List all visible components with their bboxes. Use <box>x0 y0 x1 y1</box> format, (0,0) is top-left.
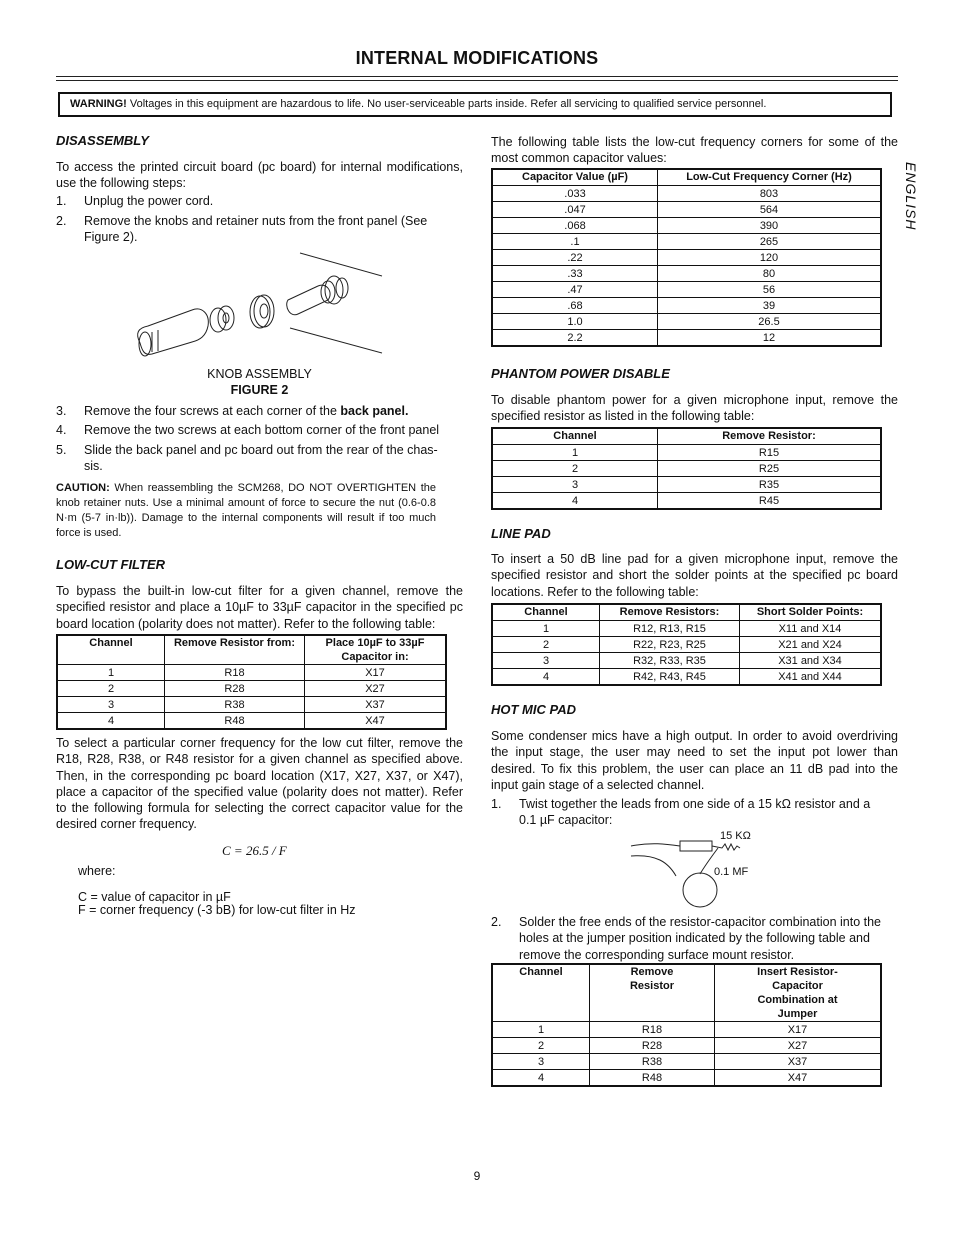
capacitor-table <box>491 168 882 347</box>
table-cell: 4 <box>492 1070 590 1087</box>
table-header-row <box>492 169 881 186</box>
step-number: 4. <box>56 423 67 437</box>
table-cell: X47 <box>305 713 447 730</box>
table-row <box>492 621 881 637</box>
table-cell: .047 <box>492 202 658 218</box>
lowcut-body: To select a particular corner frequency for the low cut filter, remove the R18, R28, R38, or R48 resistor for a given channel as specified above. Then, in the corresponding pc board location (X17, X27, X37, or X47), place a capacitor of the specified value (polarity does not matter). Refer to the following formula for selecting the correct capacitor value for the desired corner frequency. <box>56 736 463 832</box>
column-header: Remove Resistor from: <box>165 635 305 665</box>
page-number: 9 <box>473 1169 481 1183</box>
table-row <box>492 298 881 314</box>
column-header: Remove Resistor: <box>658 428 882 445</box>
table-cell: 4 <box>57 713 165 730</box>
table-row <box>492 234 881 250</box>
caution-label: CAUTION: <box>56 482 110 494</box>
formula-def-f: F = corner frequency (-3 bB) for low-cut filter in Hz <box>78 903 356 917</box>
column-header: Low-Cut Frequency Corner (Hz) <box>658 169 882 186</box>
hotmic-table <box>491 963 882 1087</box>
capacitor-formula: C = 26.5 / F <box>222 843 287 858</box>
table-cell: 1.0 <box>492 314 658 330</box>
table-cell: X37 <box>715 1054 882 1070</box>
column-header: Insert Resistor-Capacitor Combination at Jumper <box>715 964 882 1022</box>
disassembly-intro: To access the printed circuit board (pc board) for internal modifications, use the following steps: <box>56 160 463 191</box>
table-row <box>492 330 881 347</box>
warning-box <box>58 92 892 117</box>
table-row <box>492 266 881 282</box>
warning-label: WARNING! <box>70 98 127 110</box>
table-cell: X21 and X24 <box>740 637 882 653</box>
table-cell: X27 <box>305 681 447 697</box>
table-cell: X41 and X44 <box>740 669 882 686</box>
table-cell: R25 <box>658 461 882 477</box>
table-cell: 120 <box>658 250 882 266</box>
resistor-lead-twist <box>712 844 740 850</box>
table-header-row <box>492 964 881 1022</box>
linepad-table <box>491 603 882 686</box>
capacitor-lead-left <box>631 856 676 876</box>
disassembly-heading: DISASSEMBLY <box>56 133 149 148</box>
title-rule-top <box>56 76 898 77</box>
capacitor-body <box>683 873 717 907</box>
table-row <box>492 1070 881 1087</box>
title-rule-bottom <box>56 80 898 81</box>
table-cell: R38 <box>165 697 305 713</box>
step-number: 1. <box>491 797 502 811</box>
leader-line-bottom <box>290 328 382 353</box>
phantom-table <box>491 427 882 510</box>
disassembly-step <box>56 422 463 438</box>
table-cell: 3 <box>492 1054 590 1070</box>
table-cell: .033 <box>492 186 658 202</box>
table-cell: 4 <box>492 669 600 686</box>
page-title: INTERNAL MODIFICATIONS <box>355 48 599 68</box>
table-cell: .33 <box>492 266 658 282</box>
table-cell: X17 <box>715 1022 882 1038</box>
table-row <box>492 637 881 653</box>
table-row <box>492 250 881 266</box>
table-cell: X37 <box>305 697 447 713</box>
table-row <box>492 186 881 202</box>
disassembly-step <box>56 403 463 419</box>
table-cell: .068 <box>492 218 658 234</box>
step-text-bold: back panel. <box>340 404 409 418</box>
formula-where: where: <box>78 864 116 878</box>
table-cell: 1 <box>492 621 600 637</box>
caution-text: When reassembling the SCM268, DO NOT OVERTIGHTEN the knob retainer nuts. Use a minimal amount of force to secure the nut (0.6-0.8 N·m (5-7 in·lb)). Damage to the internal components will result if too much force is used. <box>56 482 436 539</box>
column-header: Remove Resistor <box>590 964 715 1022</box>
warning-text: Voltages in this equipment are hazardous to life. No user-serviceable parts inside. Refer all servicing to qualified service personnel. <box>126 98 767 110</box>
step-text: Twist together the leads from one side of a 15 kΩ resistor and a 0.1 µF capacitor: <box>519 797 871 828</box>
table-row <box>492 461 881 477</box>
table-row <box>492 1038 881 1054</box>
formula-def-c: C = value of capacitor in µF <box>78 890 231 904</box>
knob <box>138 309 209 354</box>
step-text: Remove the knobs and retainer nuts from the front panel (See Figure 2). <box>84 214 428 245</box>
column-header: Channel <box>492 964 590 1022</box>
table-cell: R35 <box>658 477 882 493</box>
table-row <box>57 697 446 713</box>
table-cell: 1 <box>492 1022 590 1038</box>
table-cell: X31 and X34 <box>740 653 882 669</box>
table-cell: 2.2 <box>492 330 658 347</box>
table-cell: .47 <box>492 282 658 298</box>
table-cell: 12 <box>658 330 882 347</box>
table-cell: R15 <box>658 445 882 461</box>
step-number: 1. <box>56 194 67 208</box>
phantom-intro: To disable phantom power for a given microphone input, remove the specified resistor as listed in the following table: <box>491 393 898 424</box>
column-header: Channel <box>492 604 600 621</box>
table-row <box>492 282 881 298</box>
leader-line-top <box>300 253 382 276</box>
phantom-heading: PHANTOM POWER DISABLE <box>491 366 670 381</box>
resistor-label: 15 KΩ <box>720 830 751 842</box>
table-cell: R42, R43, R45 <box>600 669 740 686</box>
table-cell: R22, R23, R25 <box>600 637 740 653</box>
table-cell: 3 <box>492 477 658 493</box>
column-header: Remove Resistors: <box>600 604 740 621</box>
hotmic-step <box>491 796 898 829</box>
table-cell: 1 <box>57 665 165 681</box>
table-row <box>57 713 446 730</box>
table-cell: 80 <box>658 266 882 282</box>
table-cell: R18 <box>165 665 305 681</box>
table-cell: R48 <box>590 1070 715 1087</box>
table-cell: X27 <box>715 1038 882 1054</box>
table-row <box>492 653 881 669</box>
table-cell: .22 <box>492 250 658 266</box>
table-row <box>492 314 881 330</box>
column-header: Place 10µF to 33µF Capacitor in: <box>305 635 447 665</box>
table-cell: 2 <box>492 461 658 477</box>
table-cell: R28 <box>590 1038 715 1054</box>
table-cell: X17 <box>305 665 447 681</box>
disassembly-step <box>56 213 463 246</box>
table-cell: 2 <box>57 681 165 697</box>
figure-caption: KNOB ASSEMBLY <box>207 367 312 381</box>
table-row <box>492 445 881 461</box>
column-header: Capacitor Value (µF) <box>492 169 658 186</box>
table-header-row <box>57 635 446 665</box>
table-row <box>492 202 881 218</box>
table-row <box>57 665 446 681</box>
step-number: 3. <box>56 404 67 418</box>
table-cell: 1 <box>492 445 658 461</box>
table-cell: X11 and X14 <box>740 621 882 637</box>
table-cell: R32, R33, R35 <box>600 653 740 669</box>
disassembly-step <box>56 193 463 209</box>
table-row <box>492 477 881 493</box>
caution-note <box>56 481 436 541</box>
table-cell: X47 <box>715 1070 882 1087</box>
table-cell: .1 <box>492 234 658 250</box>
hotmic-step <box>491 914 898 963</box>
table-cell: 26.5 <box>658 314 882 330</box>
table-cell: 390 <box>658 218 882 234</box>
table-header-row <box>492 604 881 621</box>
table-cell: 39 <box>658 298 882 314</box>
table-cell: 265 <box>658 234 882 250</box>
column-header: Short Solder Points: <box>740 604 882 621</box>
table-cell: 3 <box>57 697 165 713</box>
table-row <box>492 1054 881 1070</box>
table-row <box>492 1022 881 1038</box>
resistor-lead-left <box>631 844 680 846</box>
table-header-row <box>492 428 881 445</box>
table-cell: 564 <box>658 202 882 218</box>
table-cell: R38 <box>590 1054 715 1070</box>
step-text: Remove the four screws at each corner of the <box>84 404 341 418</box>
table-cell: .68 <box>492 298 658 314</box>
table-cell: 4 <box>492 493 658 510</box>
knob-assembly-figure <box>130 248 390 363</box>
step-text: Slide the back panel and pc board out from the rear of the chas-sis. <box>84 443 438 474</box>
table-row <box>492 218 881 234</box>
step-text: Unplug the power cord. <box>84 194 214 208</box>
table-cell: R48 <box>165 713 305 730</box>
capacitor-label: 0.1 MF <box>714 866 749 878</box>
step-number: 2. <box>56 214 67 228</box>
disassembly-step <box>56 442 463 475</box>
lowcut-table <box>56 634 447 730</box>
table-cell: 2 <box>492 1038 590 1054</box>
column-header: Channel <box>57 635 165 665</box>
table-cell: 2 <box>492 637 600 653</box>
table-cell: 56 <box>658 282 882 298</box>
table-cell: R12, R13, R15 <box>600 621 740 637</box>
figure-label: FIGURE 2 <box>230 383 289 397</box>
table-cell: R18 <box>590 1022 715 1038</box>
table-row <box>492 669 881 686</box>
table-row <box>492 493 881 510</box>
resistor-body <box>680 841 712 851</box>
table-cell: 3 <box>492 653 600 669</box>
table-cell: 803 <box>658 186 882 202</box>
table-row <box>57 681 446 697</box>
capacitor-intro: The following table lists the low-cut frequency corners for some of the most common capacitor values: <box>491 135 898 166</box>
step-number: 5. <box>56 443 67 457</box>
hotmic-intro: Some condenser mics have a high output. In order to avoid overdriving the input stage, the user may need to set the input pot lower than desired. To fix this problem, the user can place an 11 dB pad into the input gain stage of a selected channel. <box>491 729 898 792</box>
column-header: Channel <box>492 428 658 445</box>
step-number: 2. <box>491 915 502 929</box>
step-text: Remove the two screws at each bottom corner of the front panel <box>84 423 440 437</box>
language-label: ENGLISH <box>903 162 919 231</box>
step-text: Solder the free ends of the resistor-capacitor combination into the holes at the jumper position indicated by the following table and remove the corresponding surface mount resistor. <box>519 915 882 962</box>
hotmic-heading: HOT MIC PAD <box>491 702 576 717</box>
table-cell: R28 <box>165 681 305 697</box>
linepad-heading: LINE PAD <box>491 526 551 541</box>
lowcut-heading: LOW-CUT FILTER <box>56 557 166 572</box>
linepad-intro: To insert a 50 dB line pad for a given microphone input, remove the specified resistor and short the solder points at the specified pc board locations. Refer to the following table: <box>491 552 898 599</box>
table-cell: R45 <box>658 493 882 510</box>
lowcut-intro: To bypass the built-in low-cut filter for a given channel, remove the specified resistor and place a 10µF to 33µF capacitor in the specified pc board location (polarity does not matter). Refer to the following table: <box>56 584 463 631</box>
